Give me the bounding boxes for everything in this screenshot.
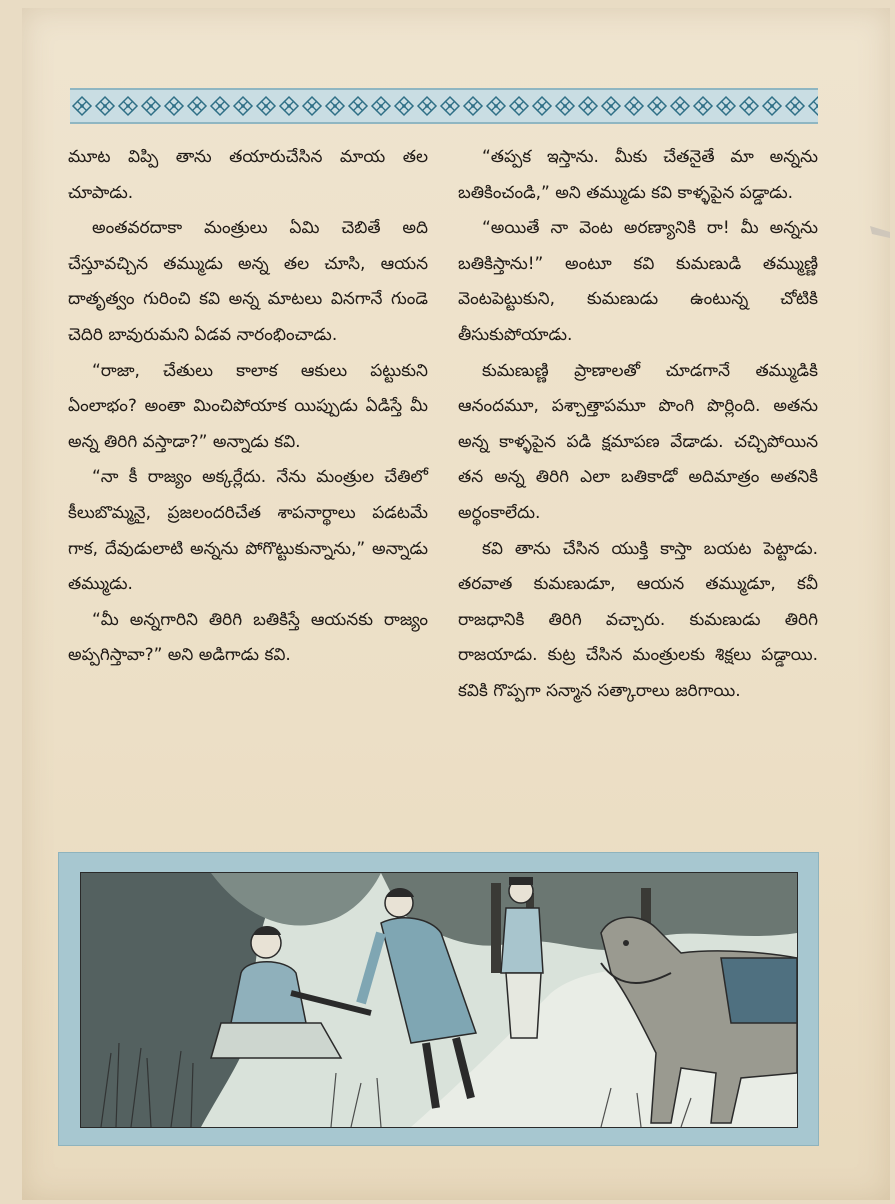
paragraph-8: కుమణుణ్ణి ప్రాణాలతో చూడగానే తమ్ముడికి ఆనందమూ, పశ్చాత్తాపమూ పొంగి పొర్లింది. అతను అన్న కాళ్ళపైన పడి క్షమాపణ వేడాడు. చచ్చిపోయిన తన అన్న తిరిగి ఎలా బతికాడో అదిమాత్రం అతనికి అర్థంకాలేదు.: [458, 360, 818, 523]
paragraph-9: కవి తాను చేసిన యుక్తి కాస్తా బయట పెట్టాడు. తరవాత కుమణుడూ, ఆయన తమ్ముడూ, కవీ రాజధానికి తిరిగి వచ్చారు. కుమణుడు తిరిగి రాజయాడు. కుట్ర చేసిన మంత్రులకు శిక్షలు పడ్డాయి. కవికి గొప్పగా సన్మాన సత్కారాలు జరిగాయి.: [458, 538, 818, 701]
left-text-column: [68, 140, 428, 674]
paragraph-4: “నా కీ రాజ్యం అక్కర్లేదు. నేను మంత్రుల చేతిలో కీలుబొమ్మనై, ప్రజలందరిచేత శాపనార్థాలు పడటమే గాక, దేవుడులాటి అన్నను పోగొట్టుకున్నాను,” అన్నాడు తమ్ముడు.: [68, 467, 428, 595]
decorative-star-band-icon: [70, 90, 818, 122]
paragraph-3: “రాజా, చేతులు కాలాక ఆకులు పట్టుకుని ఏంలాభం? అంతా మించిపోయాక యిప్పుడు ఏడిస్తే మీ అన్న తిరిగి వస్తాడా?” అన్నాడు కవి.: [68, 360, 428, 452]
paragraph-6: “తప్పక ఇస్తాను. మీకు చేతనైతే మా అన్నను బతికించండి,” అని తమ్ముడు కవి కాళ్ళపైన పడ్డాడు.: [458, 147, 818, 203]
paragraph-7: “అయితే నా వెంట అరణ్యానికి రా! మీ అన్నను బతికిస్తాను!” అంటూ కవి కుమణుడి తమ్ముణ్ణి వెంటపెట్టుకుని, కుమణుడు ఉంటున్న చోటికి తీసుకుపోయాడు.: [458, 218, 818, 345]
right-text-column: [458, 140, 818, 710]
paragraph-2: అంతవరదాకా మంత్రులు ఏమి చెబితే అది చేస్తూవచ్చిన తమ్ముడు అన్న తల చూసి, ఆయన దాతృత్వం గురించి కవి అన్న మాటలు వినగానే గుండె చెదిరి బావురుమని ఏడవ నారంభించాడు.: [68, 218, 428, 345]
paragraph-1: మూట విప్పి తాను తయారుచేసిన మాయ తల చూపాడు.: [68, 147, 428, 203]
decorative-border-band: [70, 88, 818, 124]
forest-scene-illustration-icon: [80, 872, 798, 1128]
paragraph-5: “మీ అన్నగారిని తిరిగి బతికిస్తే ఆయనకు రాజ్యం అప్పగిస్తావా?” అని అడిగాడు కవి.: [68, 609, 428, 666]
illustration-frame: [58, 852, 819, 1146]
page-corner-tab: [868, 222, 890, 244]
